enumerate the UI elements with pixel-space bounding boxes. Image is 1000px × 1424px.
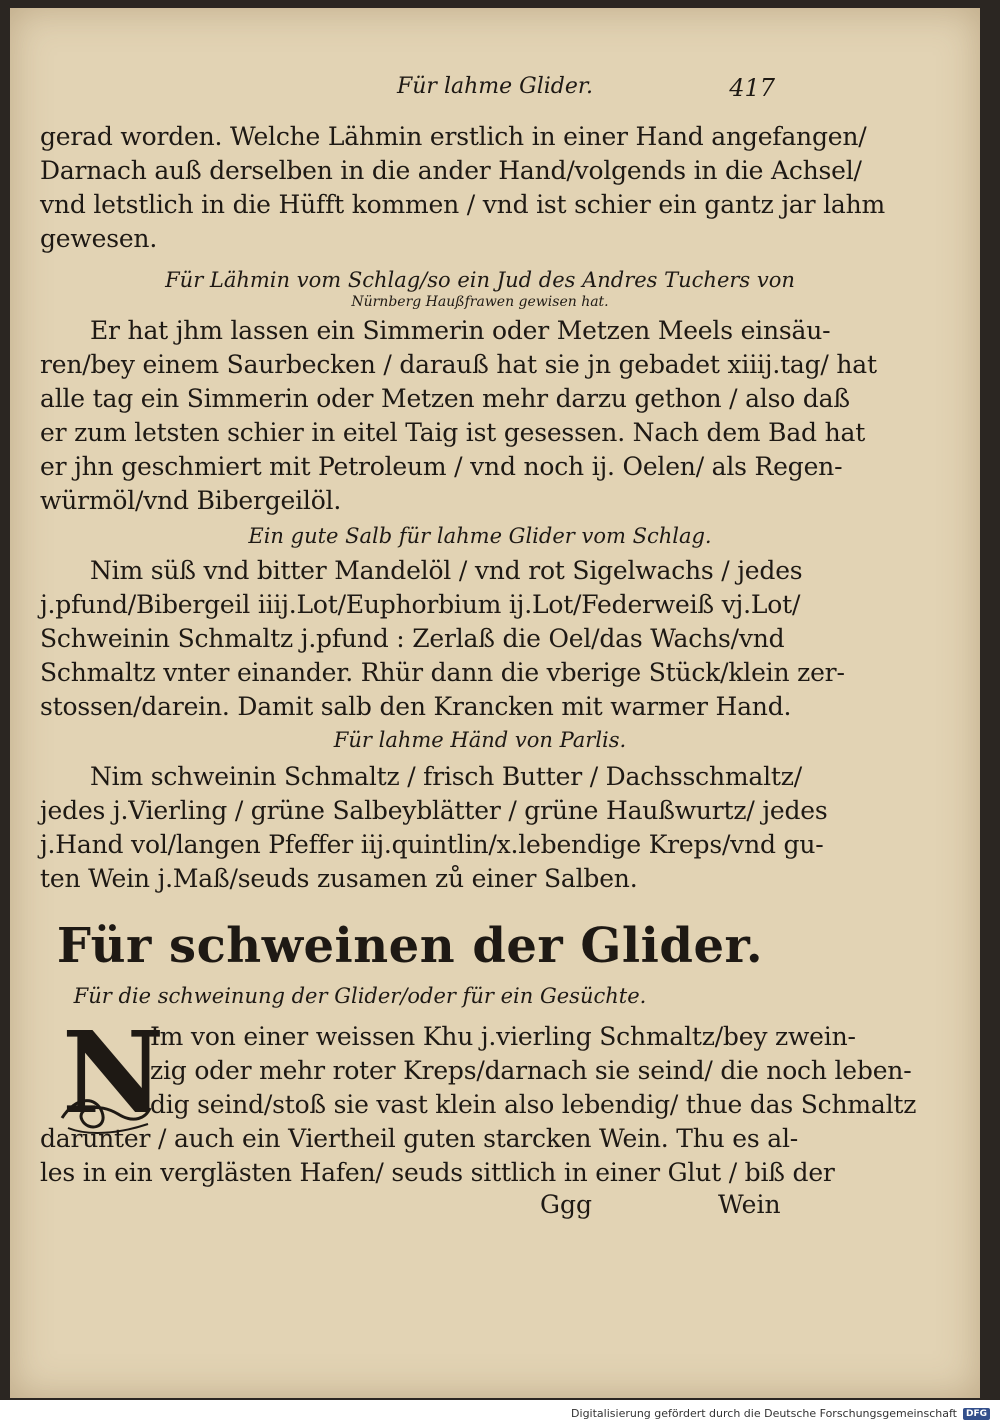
text-line: stossen/darein. Damit salb den Krancken mit warmer Hand. xyxy=(40,692,792,721)
text-line: darunter / auch ein Viertheil guten starcken Wein. Thu es al- xyxy=(40,1124,799,1153)
text-line: er zum letsten schier in eitel Taig ist gesessen. Nach dem Bad hat xyxy=(40,418,866,447)
book-page xyxy=(10,8,980,1398)
text-line: les in ein verglästen Hafen/ seuds sittlich in einer Glut / biß der xyxy=(40,1158,835,1187)
signature-mark: Ggg xyxy=(540,1190,592,1219)
text-line: gerad worden. Welche Lähmin erstlich in einer Hand angefangen/ xyxy=(40,122,867,151)
text-line: vnd letstlich in die Hüfft kommen / vnd ist schier ein gantz jar lahm xyxy=(40,190,886,219)
recipe-heading: Für Lähmin vom Schlag/so ein Jud des Andres Tuchers von xyxy=(165,268,795,292)
text-line: ren/bey einem Saurbecken / darauß hat sie jn gebadet xiiij.tag/ hat xyxy=(40,350,877,379)
digitization-credit xyxy=(571,1407,990,1420)
recipe-heading: Für lahme Händ von Parlis. xyxy=(333,728,627,752)
catchword: Wein xyxy=(718,1190,781,1219)
text-line: gewesen. xyxy=(40,224,158,253)
text-line: j.Hand vol/langen Pfeffer iij.quintlin/x.lebendige Kreps/vnd gu- xyxy=(40,830,824,859)
text-line: zig oder mehr roter Kreps/darnach sie seind/ die noch leben- xyxy=(150,1056,912,1085)
recipe-heading: Ein gute Salb für lahme Glider vom Schlag. xyxy=(248,524,712,548)
section-title: Für schweinen der Glider. xyxy=(56,918,764,974)
recipe-heading: Für die schweinung der Glider/oder für ein Gesüchte. xyxy=(73,984,647,1008)
text-line: Nim schweinin Schmaltz / frisch Butter / Dachsschmaltz/ xyxy=(90,762,802,791)
text-line: dig seind/stoß sie vast klein also lebendig/ thue das Schmaltz xyxy=(150,1090,917,1119)
text-line: Er hat jhm lassen ein Simmerin oder Metzen Meels einsäu- xyxy=(90,316,831,345)
running-head: Für lahme Glider. xyxy=(397,74,593,99)
text-line: würmöl/vnd Bibergeilöl. xyxy=(40,486,342,515)
text-line: Im von einer weissen Khu j.vierling Schmaltz/bey zwein- xyxy=(150,1022,856,1051)
text-line: Darnach auß derselben in die ander Hand/volgends in die Achsel/ xyxy=(40,156,862,185)
recipe-heading-continuation: Nürnberg Haußfrawen gewisen hat. xyxy=(351,294,609,310)
dfg-logo: DFG xyxy=(963,1408,990,1420)
text-line: Nim süß vnd bitter Mandelöl / vnd rot Sigelwachs / jedes xyxy=(90,556,803,585)
page-number: 417 xyxy=(729,74,775,102)
text-line: Schmaltz vnter einander. Rhür dann die vberige Stück/klein zer- xyxy=(40,658,845,687)
text-line: alle tag ein Simmerin oder Metzen mehr darzu gethon / also daß xyxy=(40,384,850,413)
text-line: jedes j.Vierling / grüne Salbeyblätter / grüne Haußwurtz/ jedes xyxy=(40,796,828,825)
credit-text: Digitalisierung gefördert durch die Deutsche Forschungsgemeinschaft xyxy=(571,1407,957,1420)
text-line: ten Wein j.Maß/seuds zusamen zů einer Salben. xyxy=(40,864,638,893)
text-line: Schweinin Schmaltz j.pfund : Zerlaß die Oel/das Wachs/vnd xyxy=(40,624,785,653)
drop-initial: N xyxy=(62,1008,165,1139)
text-line: er jhn geschmiert mit Petroleum / vnd noch ij. Oelen/ als Regen- xyxy=(40,452,843,481)
text-line: j.pfund/Bibergeil iiij.Lot/Euphorbium ij.Lot/Federweiß vj.Lot/ xyxy=(40,590,801,619)
